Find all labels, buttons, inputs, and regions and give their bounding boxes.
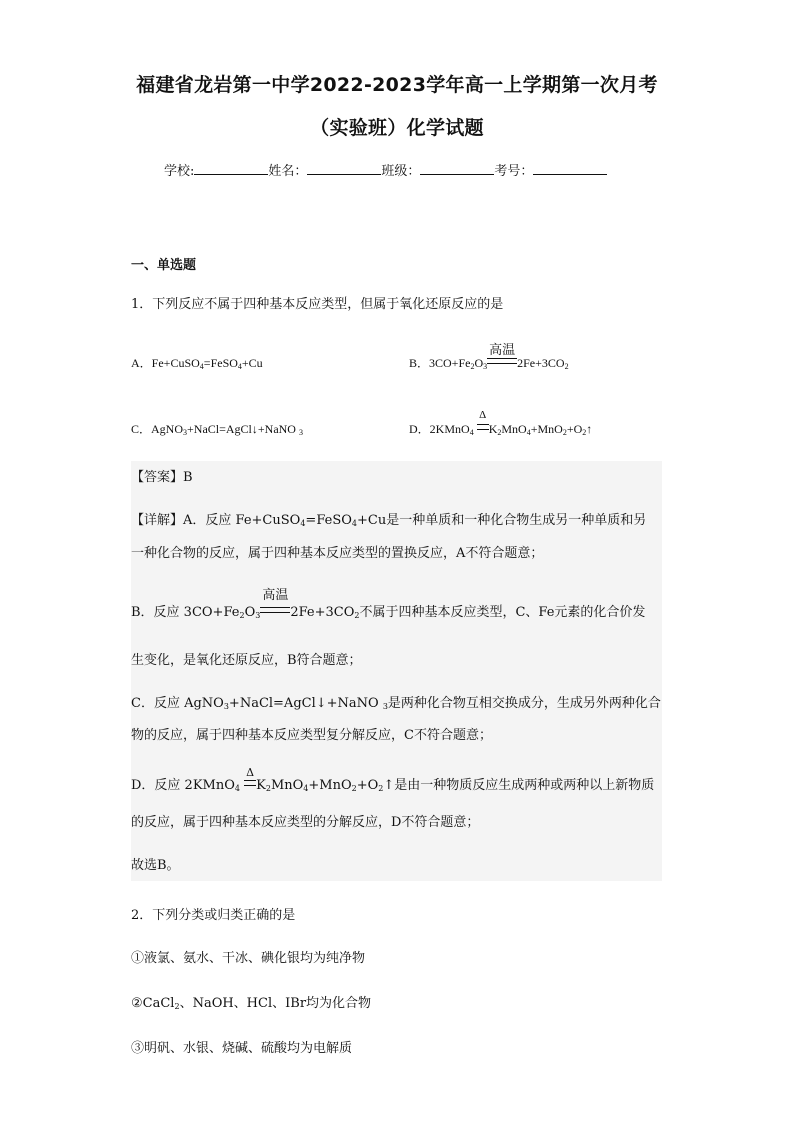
page-title-line2: （实验班）化学试题 [310,117,484,139]
q1-option-b: B．$3CO+Fe_2O_3$ 高温 $2Fe+3CO_2$ [409,342,569,371]
explanation-b-line2: 生变化，是氧化还原反应，B符合题意； [131,653,362,668]
explanation-b: B．反应 $3CO+Fe_2O_3$ 高温 $2Fe+3CO_2$不属于四种基本反应类型，C、Fe元素的化合价发 [131,588,646,620]
exam-number-label: 考号： [494,164,534,179]
student-info-line [164,160,607,179]
q2-statement-1: ①液氯、氨水、干冰、碘化银均为纯净物 [131,951,366,966]
q2-statement-2: ②CaCl$_2$、NaOH、HCl、IBr均为化合物 [131,996,372,1011]
name-field[interactable] [307,162,381,175]
explanation-c: C．反应 AgNO$_3$+NaCl=AgCl↓+NaNO $_3$是两种化合物互相交换成分，生成另外两种化合 [131,696,661,711]
q1-option-d: D．2KMnO$_4$ Δ $K_2MnO_4+MnO_2+O_2↑$ [409,409,593,437]
explanation-d-line2: 的反应，属于四种基本反应类型的分解反应，D不符合题意； [131,815,480,830]
section-title: 一、单选题 [131,258,197,273]
answer-label: 【答案】B [131,470,193,485]
explanation-a-line2: 一种化合物的反应，属于四种基本反应类型的置换反应，A不符合题意； [131,546,544,561]
name-label: 姓名： [268,164,308,179]
reaction-condition-high-temp: 高温 [487,356,517,371]
class-label: 班级： [381,164,421,179]
q1-option-a: A．Fe+CuSO$_4$=FeSO$_4$+Cu [131,356,263,371]
exam-number-field[interactable] [533,162,607,175]
reaction-condition-heat: Δ [244,777,256,795]
answer-conclusion: 故选B。 [131,858,180,873]
question-2-stem: 2．下列分类或归类正确的是 [131,908,296,923]
explanation-d: D．反应 2KMnO$_4$ Δ $K_2MnO_4+MnO_2+O_2↑$是由一种物质反应生成两种或两种以上新物质 [131,766,655,793]
q1-option-c: C．AgNO$_3$+NaCl=AgCl↓+NaNO $_3$ [131,422,303,437]
school-label: 学校: [164,164,195,179]
school-field[interactable] [194,162,268,175]
explanation-c-line2: 物的反应，属于四种基本反应类型复分解反应，C不符合题意； [131,728,492,743]
question-1-stem: 1．下列反应不属于四种基本反应类型，但属于氧化还原反应的是 [131,297,504,312]
q2-statement-3: ③明矾、水银、烧碱、硫酸均为电解质 [131,1041,353,1056]
explanation-a: 【详解】A．反应 Fe+CuSO$_4$=FeSO$_4$+Cu是一种单质和一种化合物生成另一种单质和另 [131,513,647,528]
reaction-condition-heat: Δ [477,422,489,437]
class-field[interactable] [420,162,494,175]
page-title-line1: 福建省龙岩第一中学2022-2023学年高一上学期第一次月考 [136,74,658,96]
reaction-condition-high-temp: 高温 [260,604,290,622]
